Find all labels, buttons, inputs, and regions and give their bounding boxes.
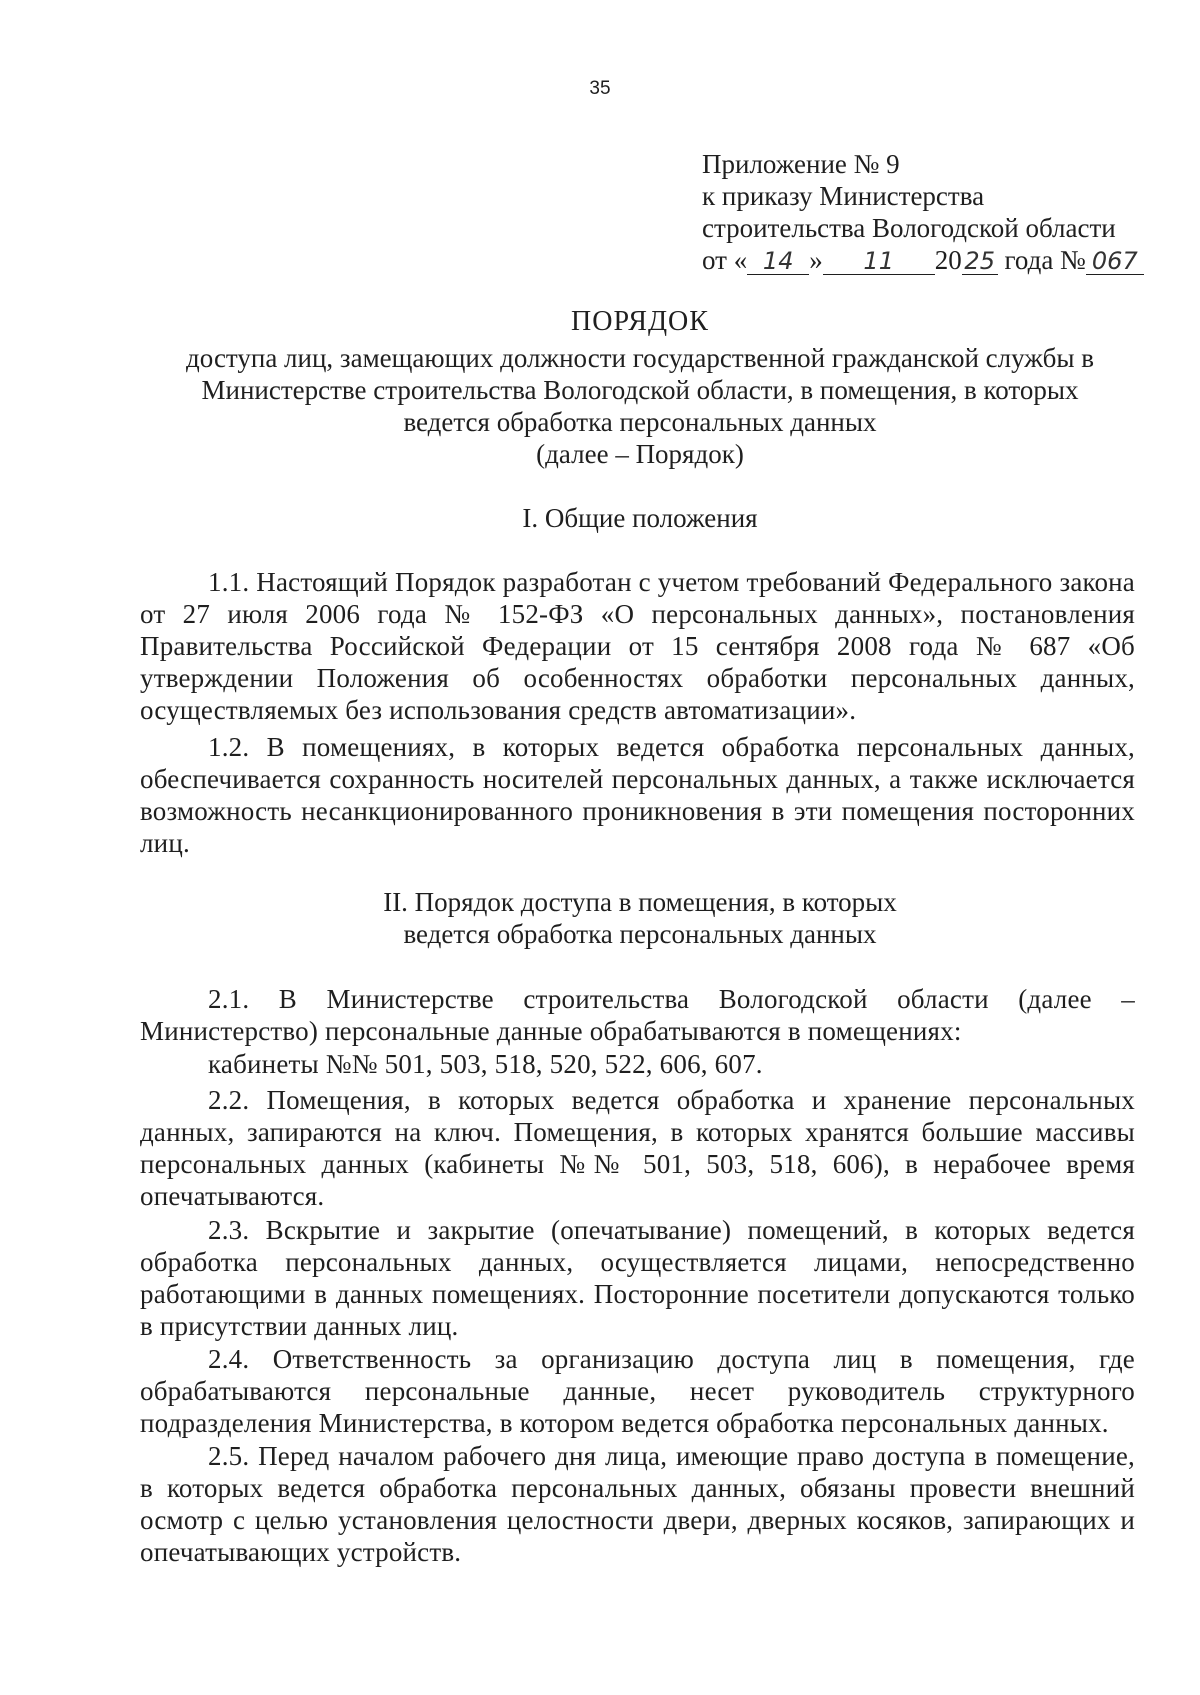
paragraph-1-1: 1.1. Настоящий Порядок разработан с учетом требований Федерального закона от 27 июля 2006 года № 152-ФЗ «О персональных данных», постановления Правительства Российской Федерации от 15 сентября 2008 года № 687 «Об утверждении Положения об особенностях обработки персональных данных, осуществляемых без использования средств автоматизации». (140, 567, 1135, 725)
appendix-order-ref: к приказу Министерства (702, 181, 985, 211)
page-number: 35 (589, 78, 611, 99)
title-line-1: доступа лиц, замещающих должности государственной гражданской службы в (186, 343, 1094, 373)
section-1-heading: I. Общие положения (522, 503, 758, 533)
section-2-heading-line-2: ведется обработка персональных данных (403, 919, 877, 949)
title-line-3: ведется обработка персональных данных (403, 407, 877, 437)
paragraph-2-4: 2.4. Ответственность за организацию доступа лиц в помещения, где обрабатываются персональные данные, несет руководитель структурного подразделения Министерства, в котором ведется обработка персональных данных. (140, 1344, 1135, 1438)
paragraph-2-5: 2.5. Перед началом рабочего дня лица, имеющие право доступа в помещение, в которых ведется обработка персональных данных, обязаны провести внешний осмотр с целью установления целостности двери, дверных косяков, запирающих и опечатывающих устройств. (140, 1441, 1135, 1567)
appendix-ministry: строительства Вологодской области (702, 213, 1116, 243)
paragraph-2-3: 2.3. Вскрытие и закрытие (опечатывание) помещений, в которых ведется обработка персональных данных, осуществляется лицами, непосредственно работающими в данных помещениях. Посторонние посетители допускаются только в присутствии данных лиц. (140, 1215, 1135, 1341)
date-mid: » (809, 245, 823, 275)
date-suffix: года № (1004, 245, 1086, 275)
document-title: ПОРЯДОК (571, 306, 709, 337)
paragraph-2-1-rooms: кабинеты №№ 501, 503, 518, 520, 522, 606, 607. (208, 1049, 763, 1079)
handwritten-order-number: 067 (1086, 248, 1144, 275)
date-prefix: от « (702, 245, 748, 275)
handwritten-day: 14 (747, 248, 809, 275)
date-year-prefix: 20 (934, 245, 962, 275)
section-2-heading (140, 886, 1140, 950)
title-line-4: (далее – Порядок) (536, 439, 744, 469)
handwritten-month: 11 (823, 248, 935, 275)
paragraph-2-1: 2.1. В Министерстве строительства Вологодской области (далее – Министерство) персональные данные обрабатываются в помещениях: (140, 984, 1135, 1046)
appendix-header (702, 148, 1162, 276)
document-title-block (140, 306, 1140, 470)
section-2-heading-line-1: II. Порядок доступа в помещения, в которых (383, 887, 897, 917)
title-line-2: Министерстве строительства Вологодской области, в помещения, в которых (201, 375, 1079, 405)
handwritten-year: 25 (962, 248, 998, 275)
appendix-title: Приложение № 9 (702, 149, 900, 179)
appendix-date-line (702, 244, 1162, 276)
paragraph-1-2: 1.2. В помещениях, в которых ведется обработка персональных данных, обеспечивается сохранность носителей персональных данных, а также исключается возможность несанкционированного проникновения в эти помещения посторонних лиц. (140, 732, 1135, 858)
paragraph-2-2: 2.2. Помещения, в которых ведется обработка и хранение персональных данных, запираются на ключ. Помещения, в которых хранятся большие массивы персональных данных (кабинеты №№ 501, 503, 518, 606), в нерабочее время опечатываются. (140, 1085, 1135, 1211)
